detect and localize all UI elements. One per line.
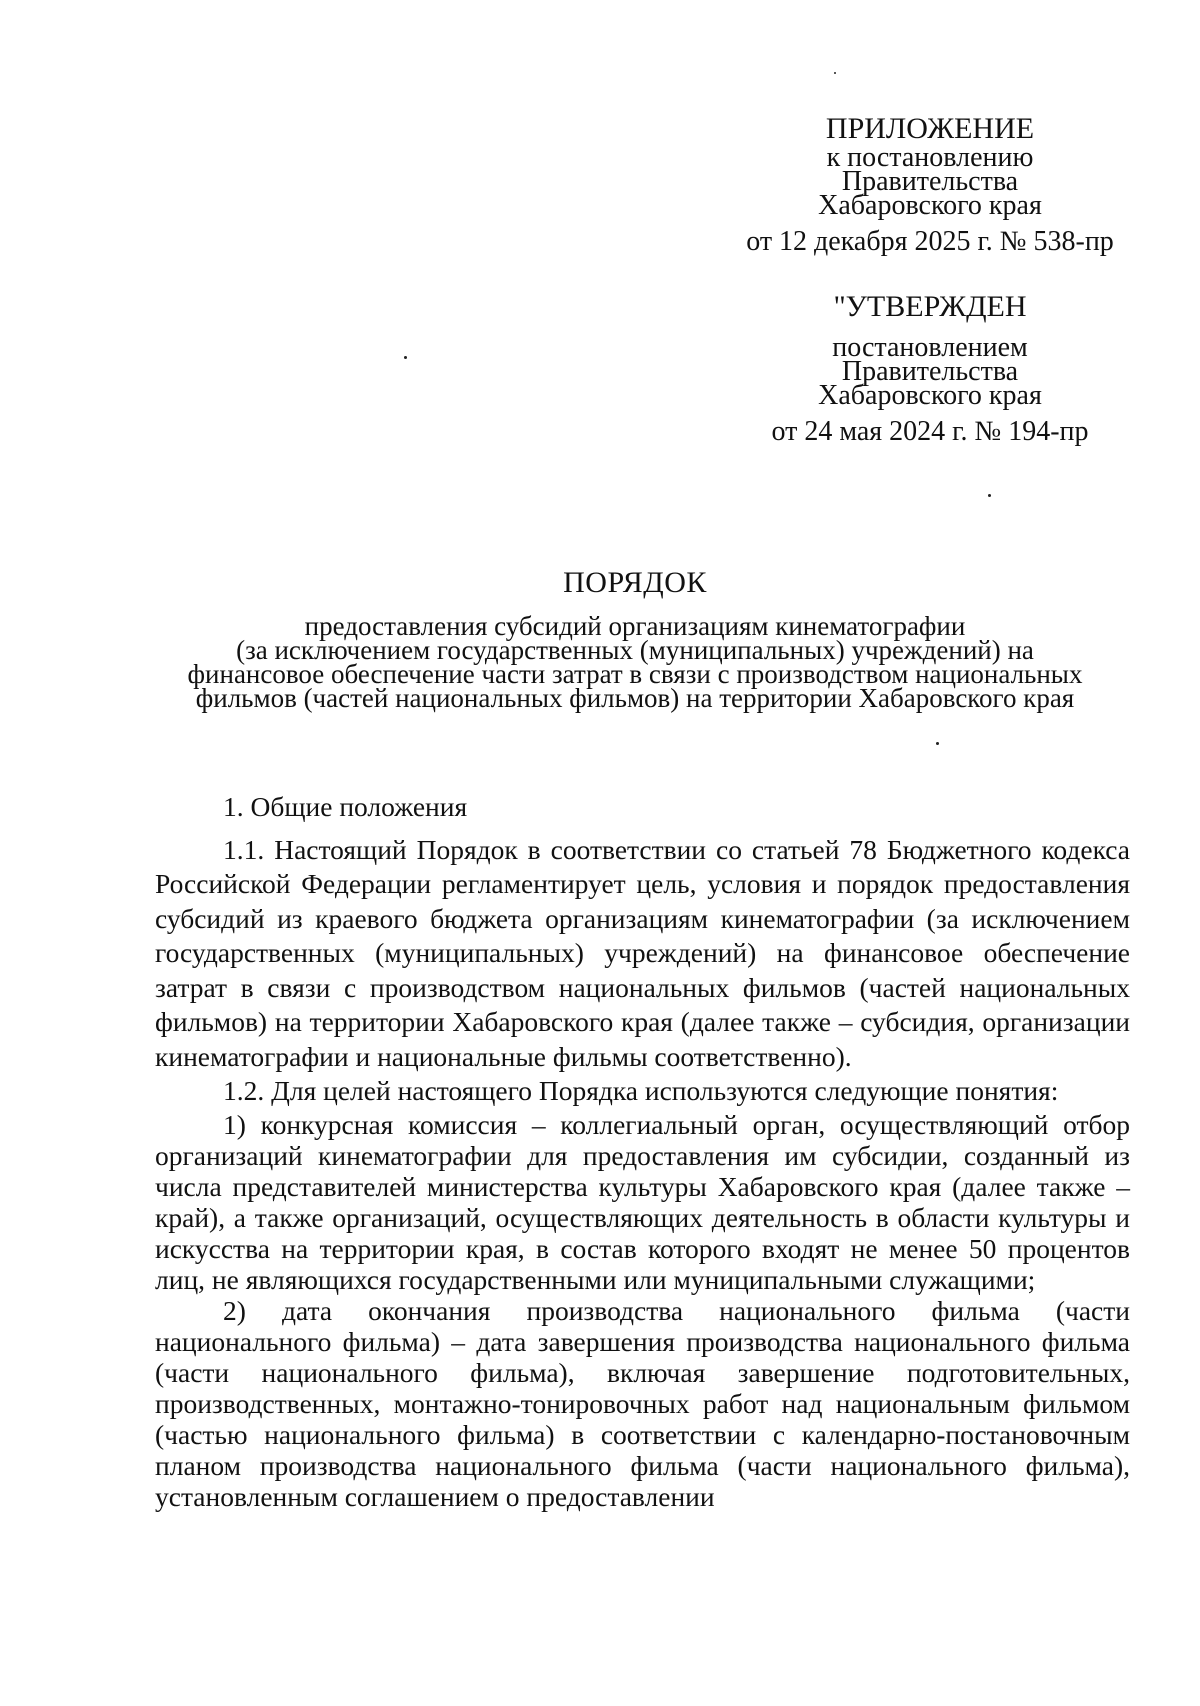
approved-line-2: Правительства [841,356,1019,387]
appendix-line-3: Хабаровского края [818,190,1042,221]
appendix-header [740,112,1120,257]
paragraph-1-2: 1.2. Для целей настоящего Порядка используются следующие понятия: [223,1075,1059,1106]
document-title-sub [140,611,1130,713]
scan-speck [936,742,939,745]
approved-line-3: Хабаровского края [818,380,1042,411]
appendix-line-1: к постановлению [826,142,1034,173]
definition-item-2: 2) дата окончания производства национального фильма (части национального фильма) – дата завершения производства национального фильма (части национального фильма), включая завершение подготовительных, производственных, монтажно-тонировочных работ над национальным фильмом (частью национального фильма) в соответствии с календарно-постановочным планом производства национального фильма (части национального фильма), установленным соглашением о предоставлении [155,1294,1130,1512]
appendix-line-2: Правительства [841,166,1019,197]
document-body [155,790,1130,1512]
approved-line-1: постановлением [832,332,1028,363]
approved-title: "УТВЕРЖДЕН [833,290,1027,323]
title-sub-line-1: предоставления субсидий организациям кинематографии [304,611,966,641]
appendix-date: от 12 декабря 2025 г. № 538-пр [746,226,1114,257]
paragraph-1-1: 1.1. Настоящий Порядок в соответствии со статьей 78 Бюджетного кодекса Российской Федерации регламентирует цель, условия и порядок предоставления субсидий из краевого бюджета организациям кинематографии (за исключением государственных (муниципальных) учреждений) на финансовое обеспечение затрат в связи с производством национальных фильмов (частей национальных фильмов) на территории Хабаровского края (далее также – субсидия, организации кинематографии и национальные фильмы соответственно). [155,833,1130,1072]
approved-date: от 24 мая 2024 г. № 194-пр [771,416,1089,447]
scan-speck [834,72,836,74]
title-sub-line-3: финансовое обеспечение части затрат в связи с производством национальных [187,659,1083,689]
document-title-main: ПОРЯДОК [563,566,707,599]
appendix-title: ПРИЛОЖЕНИЕ [825,112,1035,145]
approved-header [740,290,1120,447]
scan-speck [404,356,407,359]
document-title [140,566,1130,713]
title-sub-line-4: фильмов (частей национальных фильмов) на территории Хабаровского края [195,683,1075,713]
title-sub-line-2: (за исключением государственных (муниципальных) учреждений) на [236,635,1034,665]
definition-item-1: 1) конкурсная комиссия – коллегиальный орган, осуществляющий отбор организаций кинематографии для предоставления им субсидии, созданный из числа представителей министерства культуры Хабаровского края (далее также – край), а также организаций, осуществляющих деятельность в области культуры и искусства на территории края, в состав которого входят не менее 50 процентов лиц, не являющихся государственными или муниципальными служащими; [155,1108,1130,1295]
section-heading: 1. Общие положения [223,791,468,822]
scan-speck [988,494,991,497]
